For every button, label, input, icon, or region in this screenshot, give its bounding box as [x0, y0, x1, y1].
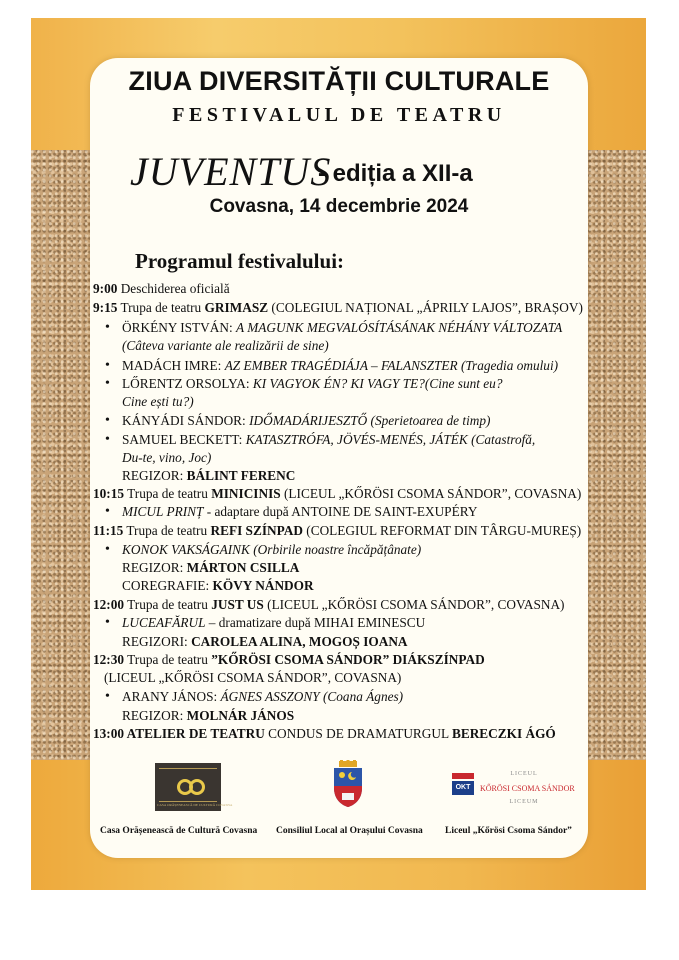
program-line: • LŐRENTZ ORSOLYA: KI VAGYOK ÉN? KI VAGY TE?(Cine sunt eu? [122, 376, 502, 392]
casa-culturii-logo: CASA ORĂȘENEASCĂ DE CULTURĂ COVASNA [155, 763, 221, 811]
festival-date: Covasna, 14 decembrie 2024 [209, 196, 469, 217]
program-line: • ÖRKÉNY ISTVÁN: A MAGUNK MEGVALÓSÍTÁSÁNAK NÉHÁNY VÁLTOZATA [122, 320, 562, 336]
program-line: Cine ești tu?) [122, 394, 194, 409]
credit-liceul: Liceul „Kőrösi Csoma Sándor” [445, 826, 572, 836]
credit-casa-culturii: Casa Orășenească de Cultură Covasna [100, 826, 258, 836]
program-line: (LICEUL „KŐRÖSI CSOMA SÁNDOR”, COVASNA) [104, 670, 402, 685]
program-line: • MICUL PRINȚ - adaptare după ANTOINE DE SAINT-EXUPÉRY [122, 504, 477, 520]
program-heading: Programul festivalului: [135, 249, 345, 273]
festival-name: JUVENTUS [130, 149, 332, 194]
program-line: 9:15 Trupa de teatru GRIMASZ (COLEGIUL NAȚIONAL „ÁPRILY LAJOS”, BRAȘOV) [93, 300, 583, 315]
program-line: REGIZOR: MÁRTON CSILLA [122, 560, 300, 575]
program-line: • MADÁCH IMRE: AZ EMBER TRAGÉDIÁJA – FALANSZTER (Tragedia omului) [122, 358, 558, 374]
coat-of-arms-icon [331, 760, 365, 808]
program-line: Du-te, vino, Joc) [122, 450, 212, 465]
program-line: REGIZOR: BÁLINT FERENC [122, 468, 296, 483]
program-line: (Câteva variante ale realizării de sine) [122, 338, 329, 353]
program-line: • KONOK VAKSÁGAINK (Orbirile noastre încăpățânate) [122, 542, 421, 558]
program-line: REGIZORI: CAROLEA ALINA, MOGOȘ IOANA [122, 634, 408, 649]
program-line: • SAMUEL BECKETT: KATASZTRÓFA, JÖVÉS-MENÉS, JÁTÉK (Catastrofă, [122, 432, 535, 448]
program-line: • LUCEAFĂRUL – dramatizare după MIHAI EMINESCU [122, 615, 425, 631]
program-line: • KÁNYÁDI SÁNDOR: IDŐMADÁRIJESZTŐ (Sperietoarea de timp) [122, 413, 490, 429]
program-line: 12:30 Trupa de teatru ”KŐRÖSI CSOMA SÁNDOR” DIÁKSZÍNPAD [93, 652, 485, 667]
liceul-kcs-logo: OKT LICEUL KŐRÖSI CSOMA SÁNDOR LICEUM [452, 771, 568, 809]
program-line: 13:00 ATELIER DE TEATRU CONDUS DE DRAMATURGUL BERECZKI ÁGÓ [93, 726, 556, 741]
program-line: • ARANY JÁNOS: ÁGNES ASSZONY (Coana Ágnes) [122, 689, 403, 705]
poster-subtitle: FESTIVALUL DE TEATRU [172, 104, 506, 126]
festival-edition: - ediția a XII-a [318, 160, 473, 187]
program-line: 9:00 Deschiderea oficială [93, 281, 230, 296]
program-line: 12:00 Trupa de teatru JUST US (LICEUL „KŐRÖSI CSOMA SÁNDOR”, COVASNA) [93, 597, 565, 612]
ring-icon [189, 779, 205, 795]
credit-consiliul-local: Consiliul Local al Orașului Covasna [276, 826, 423, 836]
program-line: 11:15 Trupa de teatru REFI SZÍNPAD (COLEGIUL REFORMAT DIN TÂRGU-MUREȘ) [93, 523, 582, 538]
program-line: 10:15 Trupa de teatru MINICINIS (LICEUL „KŐRÖSI CSOMA SÁNDOR”, COVASNA) [93, 486, 582, 501]
program-line: COREGRAFIE: KÖVY NÁNDOR [122, 578, 314, 593]
program-line: REGIZOR: MOLNÁR JÁNOS [122, 708, 295, 723]
poster-title: ZIUA DIVERSITĂȚII CULTURALE [128, 66, 550, 96]
